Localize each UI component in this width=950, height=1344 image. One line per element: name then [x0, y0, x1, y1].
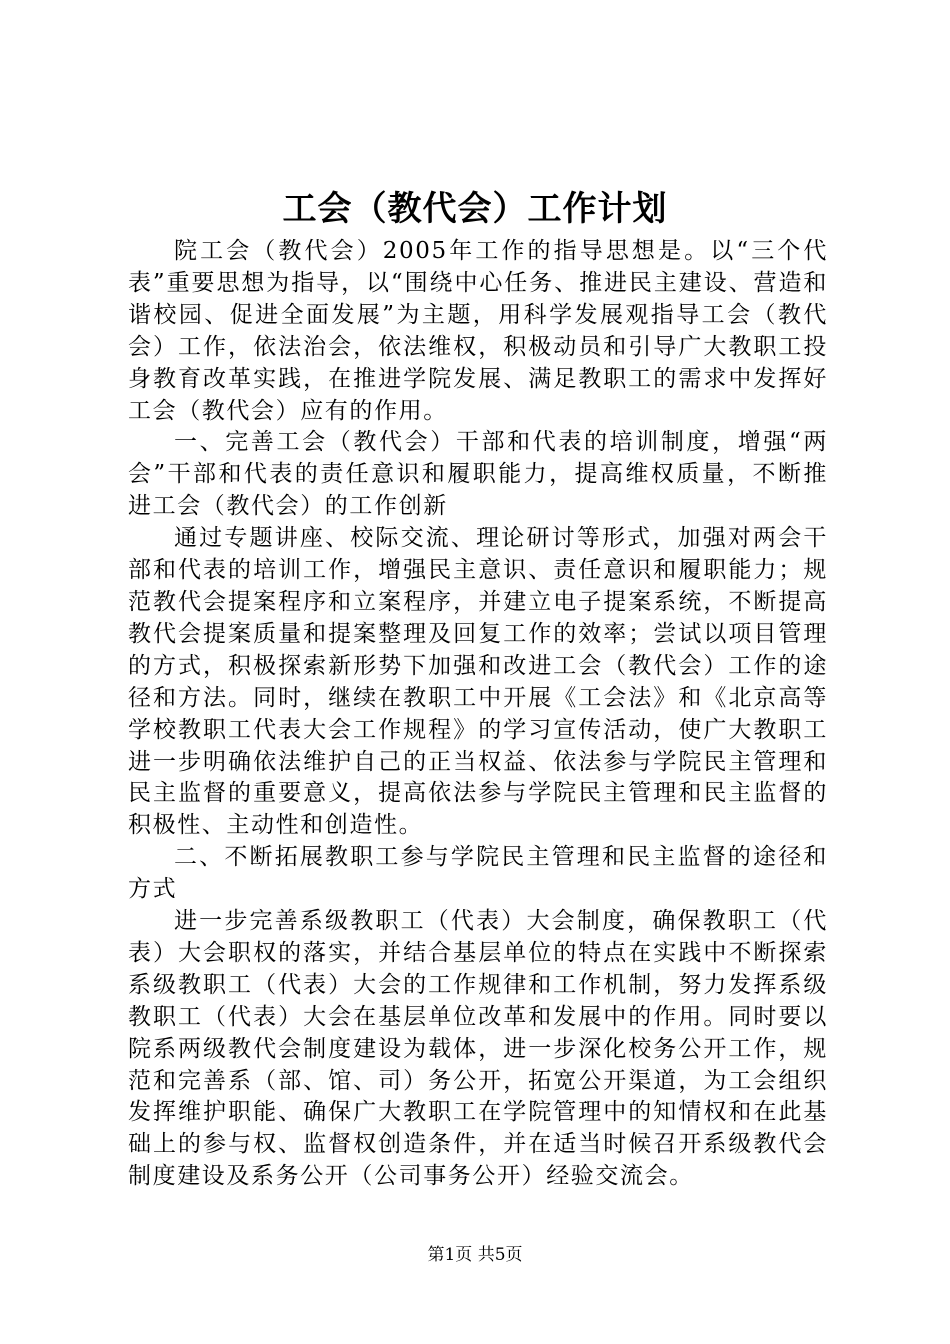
section-body-1: 通过专题讲座、校际交流、理论研讨等形式，加强对两会干部和代表的培训工作，增强民主意识、责任意识和履职能力；规范教代会提案程序和立案程序，并建立电子提案系统，不断提高教代会提案质量和提案整理及回复工作的效率；尝试以项目管理的方式，积极探索新形势下加强和改进工会（教代会）工作的途径和方法。同时，继续在教职工中开展《工会法》和《北京高等学校教职工代表大会工作规程》的学习宣传活动，使广大教职工进一步明确依法维护自己的正当权益、依法参与学院民主管理和民主监督的重要意义，提高依法参与学院民主管理和民主监督的积极性、主动性和创造性。 — [128, 525, 828, 839]
document-title: 工会（教代会）工作计划 — [282, 189, 668, 229]
section-heading-2: 二、不断拓展教职工参与学院民主管理和民主监督的途径和方式 — [128, 844, 828, 903]
page-number-footer: 第1页 共5页 — [427, 1245, 523, 1265]
section-body-2: 进一步完善系级教职工（代表）大会制度，确保教职工（代表）大会职权的落实，并结合基层单位的特点在实践中不断探索系级教职工（代表）大会的工作规律和工作机制，努力发挥系级教职工（代表）大会在基层单位改革和发展中的作用。同时要以院系两级教代会制度建设为载体，进一步深化校务公开工作，规范和完善系（部、馆、司）务公开，拓宽公开渠道，为工会组织发挥维护职能、确保广大教职工在学院管理中的知情权和在此基础上的参与权、监督权创造条件，并在适当时候召开系级教代会制度建设及系务公开（公司事务公开）经验交流会。 — [128, 908, 828, 1190]
section-heading-1: 一、完善工会（教代会）干部和代表的培训制度，增强“两会”干部和代表的责任意识和履职能力，提高维权质量，不断推进工会（教代会）的工作创新 — [128, 429, 828, 520]
intro-paragraph: 院工会（教代会）2005年工作的指导思想是。以“三个代表”重要思想为指导，以“围绕中心任务、推进民主建设、营造和谐校园、促进全面发展”为主题，用科学发展观指导工会（教代会）工作，依法治会，依法维权，积极动员和引导广大教职工投身教育改革实践，在推进学院发展、满足教职工的需求中发挥好工会（教代会）应有的作用。 — [128, 238, 828, 424]
document-body — [128, 236, 828, 1193]
